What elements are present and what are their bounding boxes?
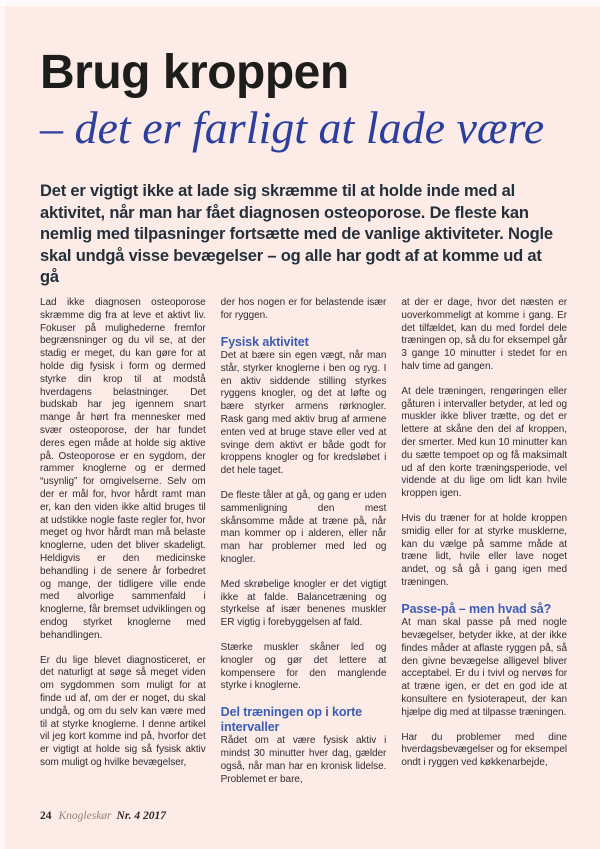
body-paragraph: Rådet om at være fysisk aktiv i mindst 30 minutter hver dag, gælder også, når man har en kronisk lidelse. Problemet er bare,: [220, 735, 387, 785]
page-number: 24: [40, 810, 52, 822]
page-footer: [40, 810, 166, 822]
body-paragraph: at der er dage, hvor det næsten er uoverkommeligt at komme i gang. Er det tilfældet, kan du med fordel dele træningen op, så du for eksempel går 3 gange 10 minutter i stedet for en halv time ad gangen.: [401, 297, 567, 372]
page-left-edge: [0, 0, 5, 849]
section-heading: Passe-på – men hvad så?: [401, 601, 552, 616]
article-body: [40, 297, 567, 809]
body-paragraph: De fleste tåler at gå, og gang er uden sammenligning den mest skånsomme måde at træne på, når man kommer op i alderen, eller når man har problemer med led og knogler.: [220, 490, 387, 566]
body-paragraph: Har du problemer med dine hverdagsbevægelser og for eksempel ondt i ryggen ved køkkenarbejde,: [401, 731, 567, 769]
body-paragraph: Stærke muskler skåner led og knogler og gør det lettere at kompensere for den manglende styrke i knoglerne.: [220, 642, 387, 692]
body-paragraph: Er du lige blevet diagnosticeret, er det naturligt at søge så meget viden om sygdommen som muligt for at finde ud af, om der er noget, du skal undgå, og om du selv kan være med til at styrke knoglerne. I denne artikel vil jeg kort komme ind på, hvorfor det er vigtigt at holde sig så fysisk aktiv som muligt og hvilke bevægelser,: [40, 654, 206, 768]
body-paragraph: Med skrøbelige knogler er det vigtigt ikke at falde. Balancetræning og styrkelse af især benenes muskler ER vigtig i forebyggelsen af fald.: [220, 578, 387, 629]
body-paragraph: At dele træningen, rengøringen eller gåturen i intervaller betyder, at led og muskler ikke bliver trætte, og det er lettere at skåne den del af kroppen, der smerter. Med kun 10 minutter kan du sætte tempoet op og få maksimalt ud af den korte træningsperiode, vel vidende at du lige om lidt kan hvile kroppen igen.: [401, 385, 567, 500]
body-paragraph: der hos nogen er for belastende især for ryggen.: [220, 297, 387, 321]
article-subtitle: – det er farligt at lade være: [40, 102, 545, 153]
column-1: [40, 297, 206, 809]
page-top-edge: [0, 0, 600, 6]
body-paragraph: Lad ikke diagnosen osteoporose skræmme dig fra at leve et aktivt liv. Fokuser på mulighederne fremfor begrænsninger og du vil se, at der stadig er meget, du kan gøre for at holde dig fysisk i form og dermed styrke din krop til at modstå hverdagens belastninger. Det budskab har jeg igennem snart mange år hørt fra mennesker med svær osteoporose, der har fundet deres egen måde at holde sig aktive på. Osteoporose er en sygdom, der rammer knoglerne og er dermed “usynlig” for omgivelserne. Selv om der er mål for, hvor hårdt ramt man er, kan den viden ikke altid bruges til at udstikke nogle faste regler for, hvor meget og hvor hårdt man må belaste knoglerne, uden det bliver skadeligt. Heldigvis er den medicinske behandling i de senere år forbedret og mange, der tidligere ville ende med alvorlige sammenfald i knoglerne, får bremset udviklingen og endog styrket knoglerne med behandlingen.: [40, 297, 206, 641]
body-paragraph: Det at bære sin egen vægt, når man står, styrker knoglerne i ben og ryg. I en aktiv siddende stilling styrkes ryggens knogler, og det at løfte og bære styrker armens rørknogler. Rask gang med aktiv brug af armene enten ved at bruge stave eller ved at svinge dem aktivt er både godt for kroppens knogler og for kredsløbet i det hele taget.: [220, 350, 387, 477]
section-heading: Del træningen op i korte intervaller: [220, 705, 363, 734]
issue-label: Nr. 4 2017: [116, 810, 167, 822]
section-heading: Fysisk aktivitet: [220, 334, 309, 349]
column-3: [401, 297, 567, 809]
column-2: [221, 297, 387, 809]
body-paragraph: At man skal passe på med nogle bevægelser, betyder ikke, at der ikke findes måder at aflaste ryggen på, så den givne bevægelse alligevel bliver acceptabel. Er du i tvivl og nervøs for at træne igen, er det en god ide at konsultere en fysioterapeut, der kan hjælpe dig med at tilpasse træningen.: [401, 617, 567, 718]
article-lede: Det er vigtigt ikke at lade sig skræmme til at holde inde med al aktivitet, når man har fået diagnosen osteoporose. De fleste kan nemlig med tilpasninger fortsætte med de vanlige aktiviteter. Nogle skal undgå visse bevægelser – og alle har godt af at komme ud at gå: [40, 182, 553, 286]
magazine-name: Knogleskør: [58, 810, 112, 822]
article-title: Brug kroppen: [40, 46, 349, 99]
body-paragraph: Hvis du træner for at holde kroppen smidig eller for at styrke musklerne, kan du vælge på samme måde at træne lidt, hvile eller lave noget andet, og så gå i gang igen med træningen.: [401, 512, 567, 588]
